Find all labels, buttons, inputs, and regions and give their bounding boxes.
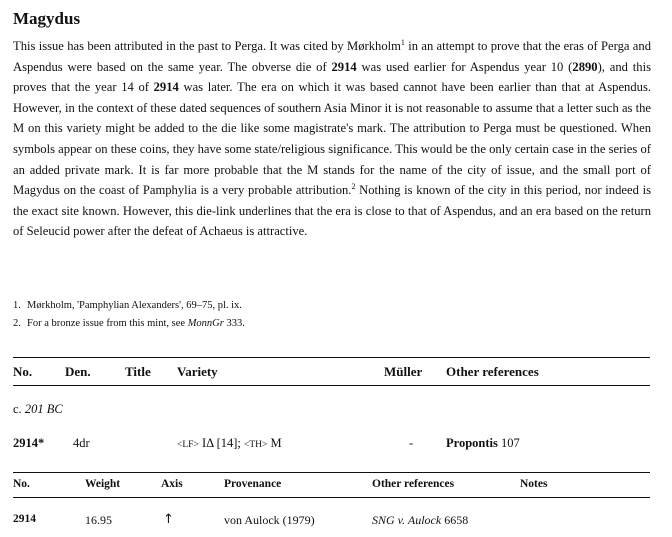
- coin-number: 2914: [153, 80, 179, 95]
- table-rule-top: [13, 357, 650, 358]
- col-header-muller: Müller: [384, 364, 423, 379]
- col-header-no: No.: [13, 478, 30, 490]
- footnote-1: [13, 300, 242, 311]
- table-rule-header: [13, 385, 650, 386]
- col-header-den: Den.: [65, 364, 91, 379]
- provenance-cell: von Aulock (1979): [224, 513, 315, 527]
- col-header-notes: Notes: [520, 478, 548, 490]
- references-cell: Propontis 107: [446, 436, 520, 450]
- footnote-text: For a bronze issue from this mint, see: [27, 318, 188, 329]
- col-header-provenance: Provenance: [224, 478, 282, 490]
- para-text: ), and this proves that the year 14 of: [13, 59, 651, 95]
- axis-arrow-icon: ↑: [163, 512, 174, 527]
- col-header-weight: Weight: [85, 478, 121, 490]
- para-text: in an attempt to prove that the eras of Perga and Aspendus were based on the same year. The obverse die of: [13, 39, 651, 74]
- para-text: was used earlier for Aspendus year 10 (: [356, 59, 573, 74]
- footnote-number: 1.: [13, 300, 21, 311]
- col-header-no: No.: [13, 364, 33, 379]
- footnote-text: 333.: [223, 318, 245, 329]
- table2-rule-header: [13, 497, 650, 498]
- footnote-text: Mørkholm, 'Pamphylian Alexanders', 69–75, pl. ix.: [27, 300, 242, 311]
- footnote-ref-2[interactable]: 2: [351, 181, 356, 191]
- coin-number-cell: 2914: [13, 513, 36, 525]
- col-header-axis: Axis: [161, 478, 183, 490]
- weight-cell: 16.95: [85, 513, 112, 527]
- coin-number-cell: 2914*: [13, 436, 45, 450]
- col-header-variety: Variety: [177, 364, 218, 379]
- col-header-other-references: Other references: [446, 364, 539, 379]
- variety-cell: <LF> IΔ [14]; <TH> M: [177, 436, 282, 450]
- para-text: This issue has been attributed in the past to Perga. It was cited by Mørkholm: [13, 39, 401, 53]
- denomination-cell: 4dr: [73, 436, 90, 450]
- references-cell: SNG v. Aulock 6658: [372, 513, 469, 527]
- col-header-title: Title: [125, 364, 151, 379]
- table2-rule-top: [13, 472, 650, 473]
- para-text: Nothing is known of the city in this period, nor indeed is the exact site known. However, this die-link underlines that the era is close to that of Aspendus, and an era based on the return of Seleucid power after the defeat of Achaeus is attractive.: [13, 183, 651, 239]
- col-header-other-references: Other references: [372, 478, 455, 490]
- para-text: was later. The era on which it was based cannot have been earlier than that at Aspendus. However, in the context of these dated sequences of southern Asia Minor it is not reasonable to assume that a letter such as the M on this variety might be added to the die like some magistrate's mark. The attribution to Perga must be questioned. When symbols appear on these coins, they have some state/religious significance. This would be the only certain case in the series of an added private mark. It is far more probable that the M stands for the name of the city of issue, and the small port of Magydus on the coast of Pamphylia is a very probable attribution.: [13, 80, 651, 198]
- footnote-2: [13, 318, 245, 329]
- coin-number: 2914: [331, 59, 357, 74]
- footnote-ref-1[interactable]: 1: [400, 37, 405, 47]
- footnote-citation: MonnGr: [187, 318, 224, 329]
- muller-cell: -: [409, 436, 414, 450]
- body-paragraph: [13, 36, 651, 242]
- footnote-number: 2.: [13, 318, 21, 329]
- section-heading: Magydus: [13, 9, 81, 28]
- coin-number: 2890: [572, 59, 598, 74]
- period-label: c. 201 BC: [13, 402, 63, 416]
